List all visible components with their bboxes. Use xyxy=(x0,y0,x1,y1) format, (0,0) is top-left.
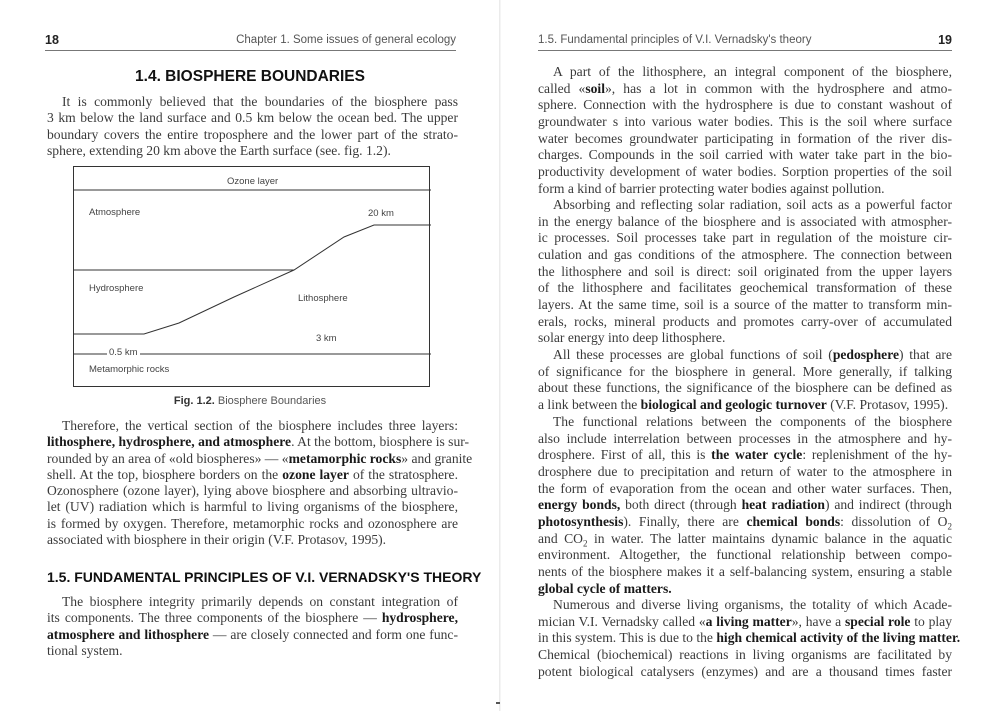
paragraph-integrity: The biosphere integrity primarily depends on constant integration of its components. The three components of the biosphere — hydrosphere, atmosphere and lithosphere — are closely connected and form one func- tional system. xyxy=(47,594,458,658)
three-km-label: 3 km xyxy=(316,333,337,344)
lithosphere-label: Lithosphere xyxy=(298,293,348,304)
running-head: 1.5. Fundamental principles of V.I. Vernadsky's theory xyxy=(538,34,812,46)
right-page xyxy=(500,0,1000,711)
paragraph-numerous: Numerous and diverse living organisms, the totality of which Acade- mician V.I. Vernadsky called «a living matter», have a special role to play in this system. This is due to the high chemical activity of the living matter. Chemical (biochemical) reactions in living organisms are facilitated by potent biological catalysers (enzymes) and are a thousand times faster xyxy=(538,597,961,679)
paragraph-soil: A part of the lithosphere, an integral component of the biosphere, called «soil», has a lot in common with the hydrosphere and atmo- sphere. Connection with the hydrosphere is due to constant washout of groundwater s into various water bodies. This is the soil where surface water becomes groundwater participating in formation of the river dis- charges. Compounds in the soil carried with water take part in the bio- productivity development of water bodies. Sorption properties of the soil form a kind of barrier protecting water bodies against pollution. xyxy=(538,64,952,196)
page-number: 19 xyxy=(938,33,952,47)
bottom-mark xyxy=(496,702,500,704)
section-heading: 1.4. BIOSPHERE BOUNDARIES xyxy=(135,68,365,85)
paragraph-functional: The functional relations between the components of the biosphere also include interrelation between processes in the atmosphere and hy- drosphere. First of all, this is the water cycle: replenishment of the hy- drosphere due to precipitation and return of water to the atmosphere in the form of evaporation from the ocean and other water surfaces. Then, energy bonds, both direct (through heat radiation) and indirect (through photosynthesis). Finally, there are chemical bonds: dissolution of $O_2$ and $CO_2$ in water. The latter maintains dynamic balance in the aquatic environment. Altogether, the functional relationship between compo- nents of the biosphere makes it a self-balancing system, ensuring a stable global cycle of matters. xyxy=(538,414,952,596)
caption-text: Biosphere Boundaries xyxy=(217,395,327,407)
paragraph-absorbing: Absorbing and reflecting solar radiation, soil acts as a powerful factor in the energy balance of the biosphere and is associated with atmospher- ic processes. Soil processes take part in regulation of the moisture cir- culation and gas conditions of the atmosphere. The connection between the lithosphere and soil is direct: soil originated from the upper layers of the lithosphere and facilitates geochemical transformation of these layers. At the same time, soil is a source of the matter to transform min- erals, rocks, mineral products and promotes carry-over of accumulated solar energy into deep lithosphere. xyxy=(538,197,952,346)
running-head: Chapter 1. Some issues of general ecology xyxy=(236,34,456,46)
twenty-km-label: 20 km xyxy=(368,208,394,219)
hydrosphere-label: Hydrosphere xyxy=(89,283,144,294)
half-km-label: 0.5 km xyxy=(109,347,138,358)
caption-label: Fig. 1.2. xyxy=(173,395,215,407)
paragraph-therefore: Therefore, the vertical section of the biosphere includes three layers: lithosphere, hydrosphere, and atmosphere. At the bottom, biosphere is sur- rounded by an area of «old biospheres» — «metamorphic rocks» and granite shell. At the top, biosphere borders on the ozone layer of the stratosphere. Ozonosphere (ozone layer), lying above biosphere and absorbing ultravio- let (UV) radiation which is harmful to living organisms of the biosphere, is formed by oxygen. Therefore, metamorphic rocks and ozonosphere are associated with biosphere in their origin (V.F. Protasov, 1995). xyxy=(47,418,473,548)
section-heading-2: 1.5. FUNDAMENTAL PRINCIPLES OF V.I. VERNADSKY'S THEORY xyxy=(47,569,482,585)
paragraph-global: All these processes are global functions of soil (pedosphere) that are of significance for the biosphere in general. More generally, if talking about these functions, the significance of the biosphere can be defined as a link between the biological and geologic turnover (V.F. Protasov, 1995). xyxy=(538,347,952,412)
biosphere-boundaries-figure xyxy=(73,166,430,387)
header-rule xyxy=(538,50,952,51)
header-rule xyxy=(45,50,456,51)
page-number: 18 xyxy=(45,33,59,47)
figure-caption xyxy=(0,395,500,407)
metamorphic-rocks-label: Metamorphic rocks xyxy=(89,364,170,375)
paragraph-intro: It is commonly believed that the boundaries of the biosphere pass 3 km below the land surface and 0.5 km below the ocean bed. The upper boundary covers the entire troposphere and the lower part of the strato- sphere, extending 20 km above the Earth surface (see. fig. 1.2). xyxy=(47,94,458,158)
atmosphere-label: Atmosphere xyxy=(89,207,141,218)
ozone-layer-label: Ozone layer xyxy=(227,176,279,187)
